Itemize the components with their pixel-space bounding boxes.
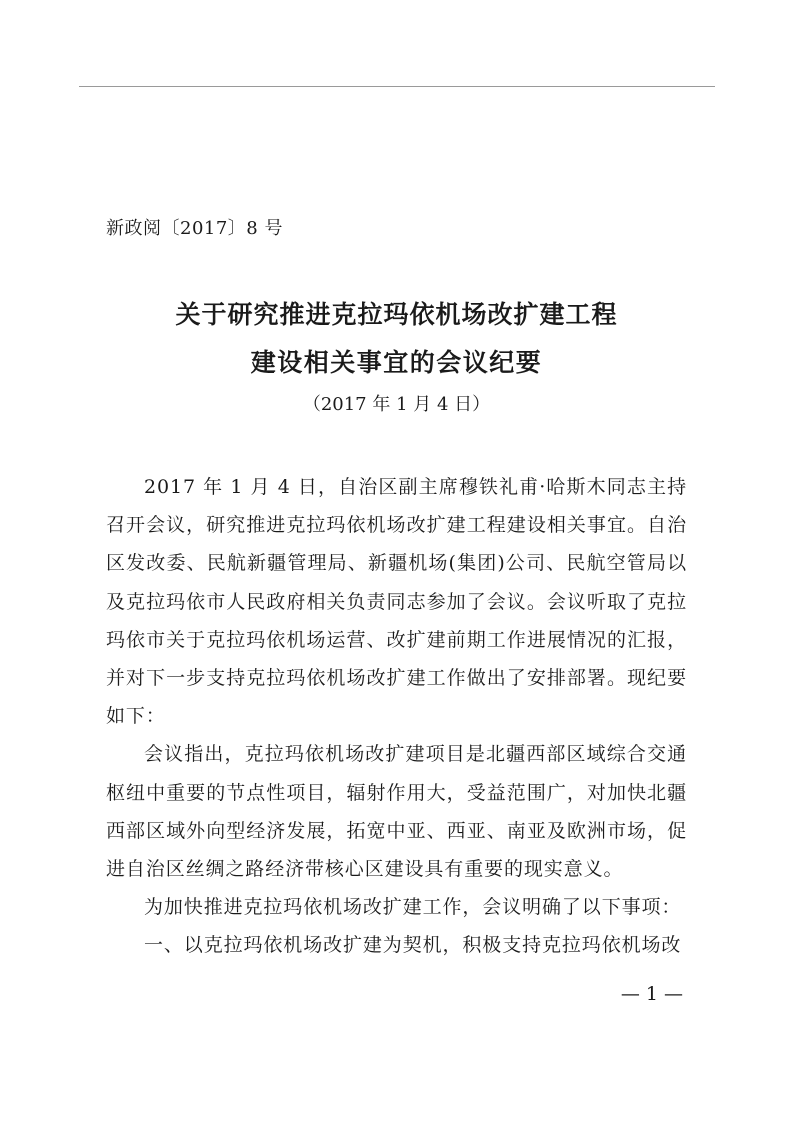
document-number: 新政阅〔2017〕8 号 xyxy=(106,218,283,239)
paragraph-3: 为加快推进克拉玛依机场改扩建工作，会议明确了以下事项： xyxy=(144,896,682,919)
header-rule xyxy=(79,86,715,87)
document-title-line-1: 关于研究推进克拉玛依机场改扩建工程 xyxy=(175,300,618,329)
paragraph-4: 一、以克拉玛依机场改扩建为契机，积极支持克拉玛依机场改 xyxy=(144,934,682,957)
paragraph-1: 2017 年 1 月 4 日，自治区副主席穆铁礼甫·哈斯木同志主持召开会议，研究推进克拉玛依机场改扩建工程建设相关事宜。自治区发改委、民航新疆管理局、新疆机场(集团)公司、民航空管局以及克拉玛依市人民政府相关负责同志参加了会议。会议听取了克拉玛依市关于克拉玛依机场运营、改扩建前期工作进展情况的汇报，并对下一步支持克拉玛依机场改扩建工作做出了安排部署。现纪要如下： xyxy=(106,476,687,728)
document-body xyxy=(106,468,687,965)
document-date: （2017 年 1 月 4 日） xyxy=(302,394,491,415)
page-number: — 1 — xyxy=(620,983,683,1005)
paragraph-2: 会议指出，克拉玛依机场改扩建项目是北疆西部区域综合交通枢纽中重要的节点性项目，辐射作用大，受益范围广，对加快北疆西部区域外向型经济发展，拓宽中亚、西亚、南亚及欧洲市场，促进自治区丝绸之路经济带核心区建设具有重要的现实意义。 xyxy=(106,743,687,881)
document-title-line-2: 建设相关事宜的会议纪要 xyxy=(250,348,543,377)
